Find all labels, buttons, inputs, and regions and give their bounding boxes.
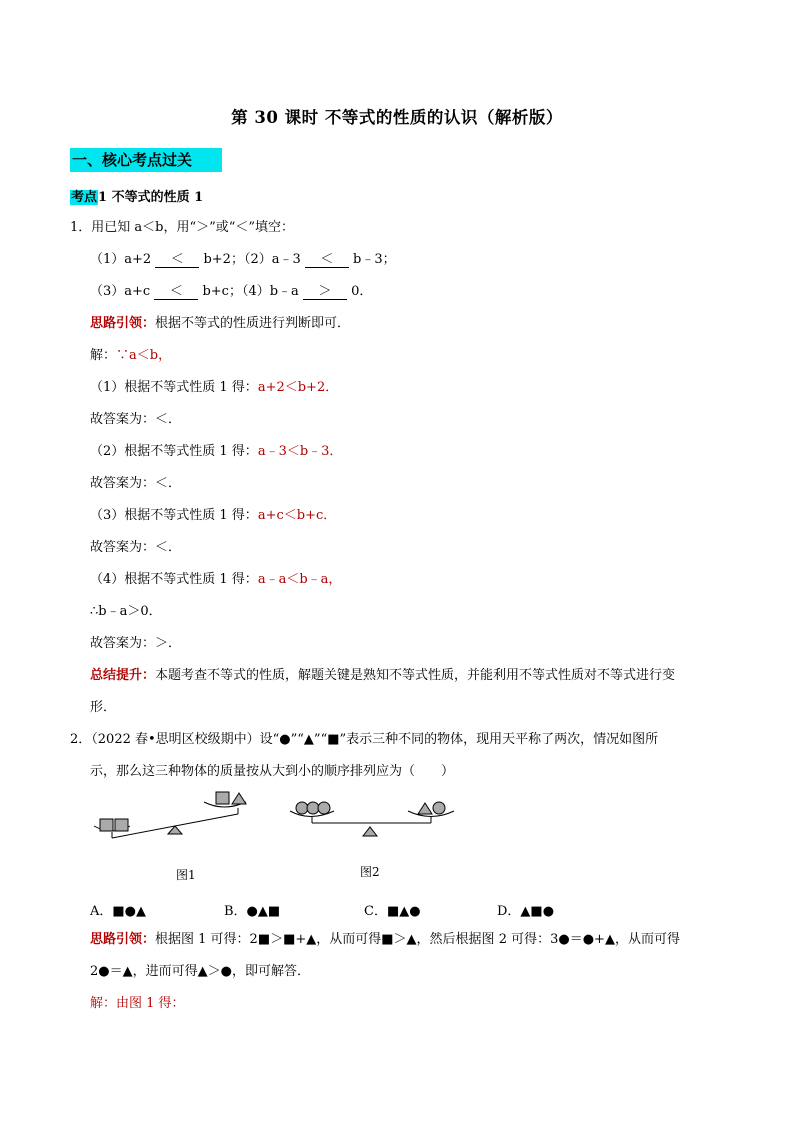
q1-solution-start — [90, 347, 171, 365]
q1-summary-lead: 总结提升： — [90, 668, 156, 683]
step-text: 故答案为：＜． — [90, 476, 182, 491]
step-text: 故答案为：＞． — [90, 636, 182, 651]
step-text: （4）根据不等式性质 1 得： — [90, 572, 258, 587]
q1-step-4 — [90, 475, 181, 493]
step-expr: a+2＜b+2． — [257, 380, 339, 395]
q2-hint-lead: 思路引领： — [90, 932, 156, 947]
step-expr: ∴b﹣a＞0． — [90, 604, 162, 619]
q1-step-7 — [90, 571, 341, 589]
figure-1-label: 图1 — [176, 868, 196, 882]
q1-step-8 — [90, 603, 162, 621]
kaodian-tag: 考点 — [71, 190, 98, 205]
q1-summary-cont: 形． — [90, 700, 117, 715]
q1-part5-text: b+c；（4）b﹣a — [198, 284, 303, 299]
option-a[interactable]: A．■●▲ — [90, 904, 147, 919]
triangle-shape — [232, 793, 246, 804]
q1-part2-text: b+2；（2）a﹣3 — [199, 252, 305, 267]
fulcrum — [363, 827, 377, 836]
step-text: （1）根据不等式性质 1 得： — [90, 380, 258, 395]
q1-hint — [90, 315, 350, 333]
option-d[interactable]: D．▲■● — [497, 904, 555, 919]
q1-summary-text: 本题考查不等式的性质，解题关键是熟知不等式性质，并能利用不等式性质对不等式进行变 — [155, 668, 676, 683]
circle-shape — [307, 802, 319, 814]
q2-solution-text: 由图 1 得： — [116, 996, 185, 1011]
q1-answer-blank-4: ＞ — [303, 284, 347, 300]
q2-stem-line1: 2．（2022 春•思明区校级期中）设“●”“▲”“■”表示三种不同的物体，现用天平称了两次，情况如图所 — [70, 732, 659, 747]
figure-2-label: 图2 — [360, 865, 380, 879]
q1-part3-text: b﹣3； — [348, 252, 396, 267]
step-text: 故答案为：＜． — [90, 412, 182, 427]
q1-step-3 — [90, 443, 342, 461]
q1-summary — [90, 667, 675, 685]
q1-solution-first: ∵a＜b， — [116, 348, 172, 363]
kaodian-title: 1 不等式的性质 1 — [98, 190, 204, 205]
q1-step-9 — [90, 635, 181, 653]
q1-solution-lead: 解： — [90, 348, 117, 363]
q2-solution — [90, 995, 185, 1013]
q1-part1-text: （1）a+2 — [90, 252, 156, 267]
q2-hint-cont: 2●＝▲，进而可得▲＞●，即可解答． — [90, 964, 310, 979]
page-title: 第 30 课时 不等式的性质的认识（解析版） — [231, 108, 563, 127]
circle-shape — [433, 802, 445, 814]
kaodian-heading — [70, 186, 203, 205]
balance-figure-1 — [88, 786, 268, 856]
q1-step-2 — [90, 411, 181, 429]
square-shape — [100, 819, 113, 831]
circle-shape — [318, 802, 330, 814]
balance-figure-2 — [286, 796, 462, 844]
square-shape — [216, 792, 229, 804]
q1-line2 — [90, 283, 372, 301]
q1-step-6 — [90, 539, 181, 557]
step-expr: a﹣a＜b﹣a， — [257, 572, 342, 587]
q1-step-1 — [90, 379, 338, 397]
q1-hint-text: 根据不等式的性质进行判断即可． — [155, 316, 351, 331]
q1-answer-blank-2: ＜ — [305, 252, 349, 268]
square-shape — [115, 819, 128, 831]
q1-answer-blank-3: ＜ — [154, 284, 198, 300]
circle-shape — [296, 802, 308, 814]
q1-step-5 — [90, 507, 336, 525]
step-expr: a﹣3＜b﹣3． — [257, 444, 343, 459]
q1-part6-text: 0． — [346, 284, 373, 299]
option-c[interactable]: C．■▲● — [364, 904, 421, 919]
q2-hint-text: 根据图 1 可得：2■＞■+▲，从而可得■＞▲，然后根据图 2 可得：3●＝●+▲，从而可得 — [155, 932, 680, 947]
q2-stem-line2: 示，那么这三种物体的质量按从大到小的顺序排列应为（ ） — [90, 764, 455, 779]
q1-answer-blank-1: ＜ — [155, 252, 199, 268]
step-expr: a+c＜b+c． — [257, 508, 337, 523]
triangle-shape — [418, 803, 432, 814]
q1-hint-lead: 思路引领： — [90, 316, 156, 331]
option-b[interactable]: B．●▲■ — [224, 904, 281, 919]
step-text: （3）根据不等式性质 1 得： — [90, 508, 258, 523]
q1-line1 — [90, 251, 396, 269]
q2-solution-lead: 解： — [90, 996, 117, 1011]
q2-hint — [90, 931, 680, 949]
step-text: （2）根据不等式性质 1 得： — [90, 444, 258, 459]
section-heading: 一、核心考点过关 — [70, 148, 222, 172]
q1-part4-text: （3）a+c — [90, 284, 155, 299]
q1-stem: 1．用已知 a＜b，用“＞”或“＜”填空： — [70, 220, 295, 235]
step-text: 故答案为：＜． — [90, 540, 182, 555]
